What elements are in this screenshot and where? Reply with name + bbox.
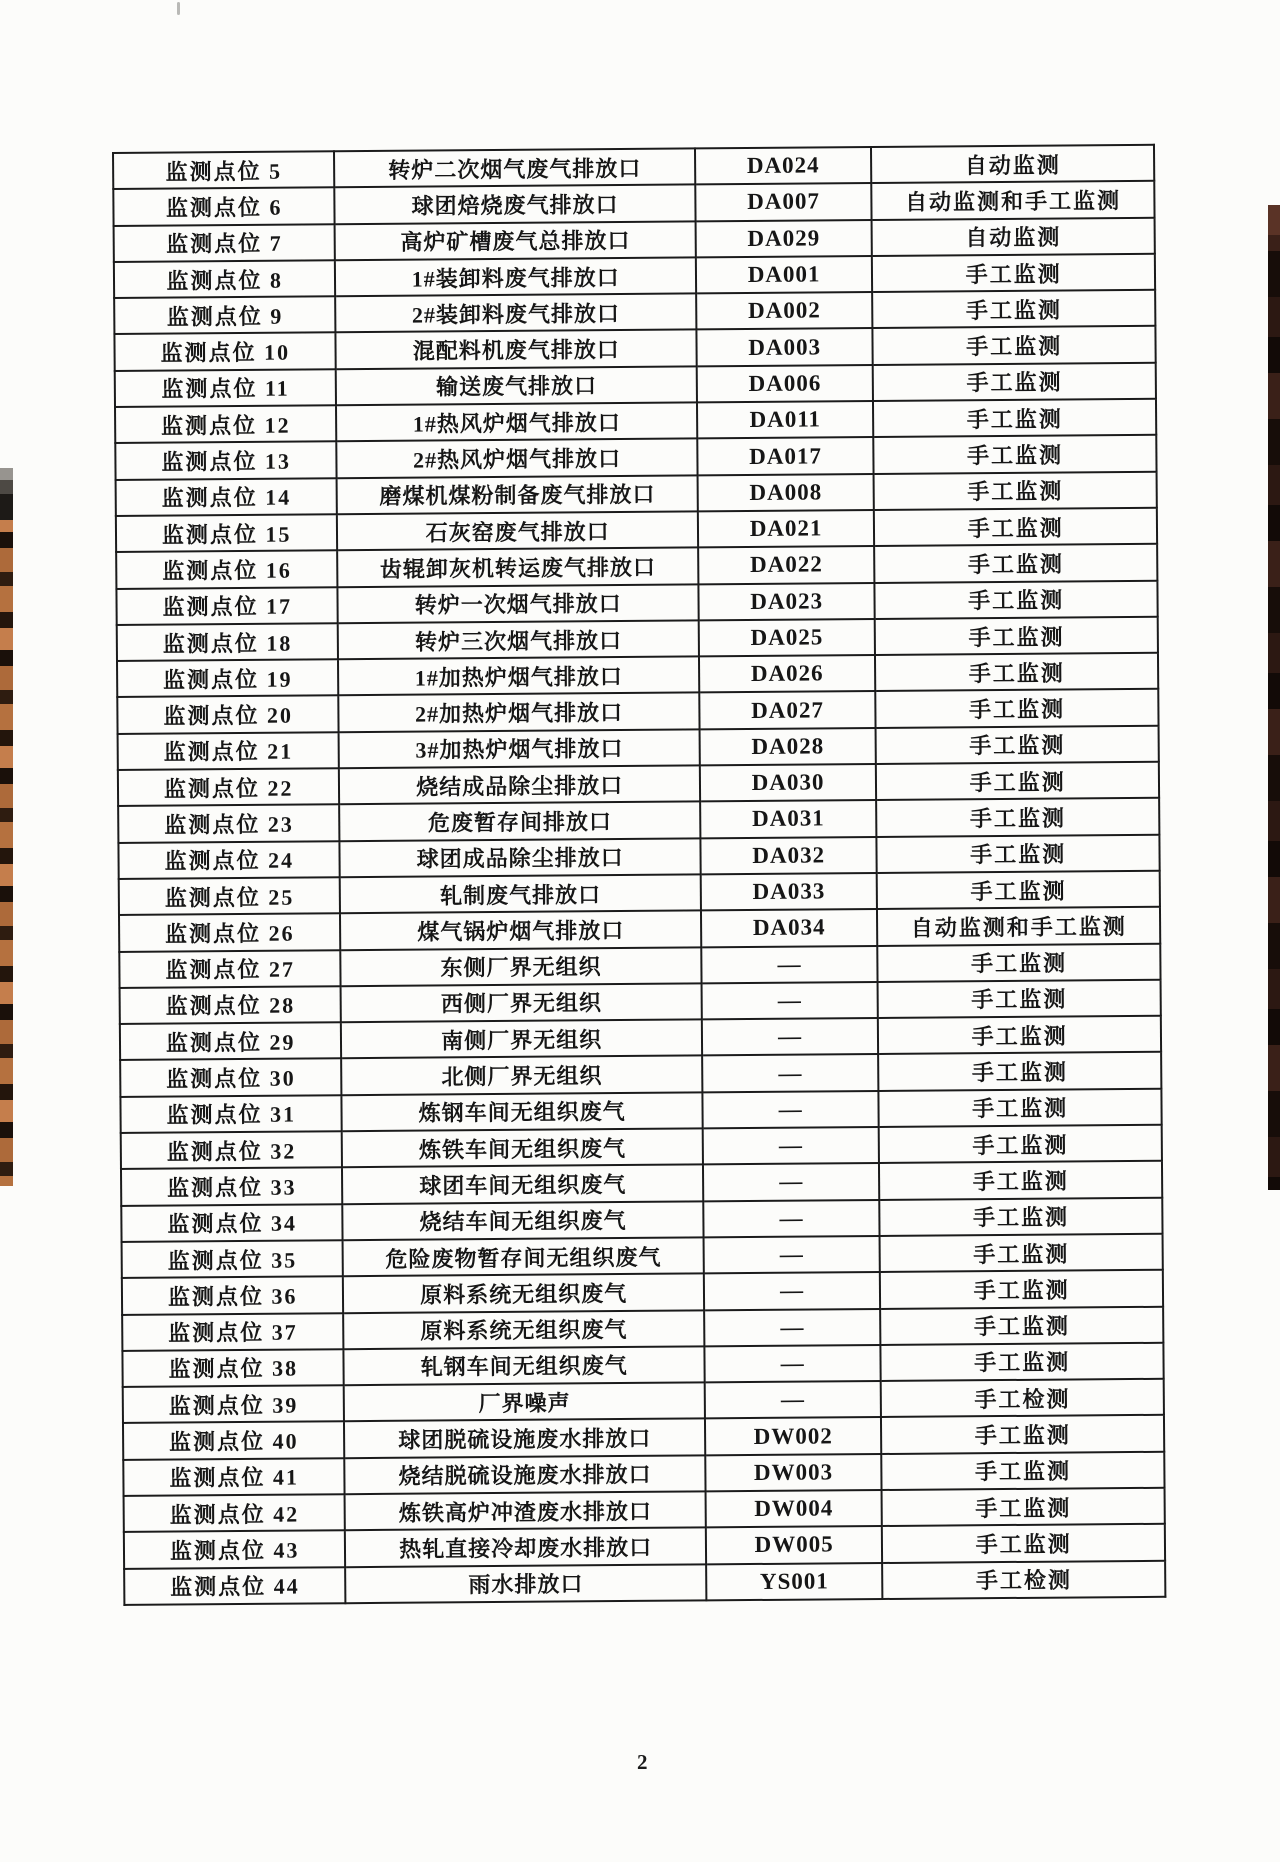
outlet-cell: 南侧厂界无组织	[341, 1020, 702, 1059]
point-cell: 监测点位 41	[123, 1458, 345, 1496]
point-cell: 监测点位 11	[115, 369, 337, 407]
outlet-cell: 炼铁车间无组织废气	[342, 1128, 703, 1167]
point-cell: 监测点位 21	[118, 732, 340, 770]
method-cell: 手工监测	[878, 1016, 1161, 1055]
code-cell: —	[705, 1381, 882, 1419]
method-cell: 手工监测	[873, 363, 1156, 402]
method-cell: 自动监测和手工监测	[877, 907, 1160, 946]
page-number: 2	[637, 1750, 648, 1774]
outlet-cell: 2#装卸料废气排放口	[336, 294, 697, 333]
method-cell: 手工监测	[878, 943, 1161, 982]
point-cell: 监测点位 23	[118, 805, 340, 843]
code-cell: DA034	[701, 909, 878, 947]
outlet-cell: 球团成品除尘排放口	[340, 838, 701, 877]
code-cell: DA028	[700, 728, 877, 766]
code-cell: DA027	[699, 691, 876, 729]
code-cell: —	[704, 1272, 881, 1310]
method-cell: 手工监测	[878, 1052, 1161, 1091]
outlet-cell: 输送废气排放口	[336, 366, 697, 405]
scan-edge-artifact-left	[0, 468, 13, 1186]
point-cell: 监测点位 35	[122, 1240, 344, 1278]
point-cell: 监测点位 22	[118, 768, 340, 806]
method-cell: 手工监测	[879, 1089, 1162, 1128]
point-cell: 监测点位 27	[119, 950, 341, 988]
outlet-cell: 转炉二次烟气废气排放口	[334, 148, 695, 187]
code-cell: DA006	[697, 365, 874, 403]
point-cell: 监测点位 24	[118, 841, 340, 879]
point-cell: 监测点位 7	[114, 224, 336, 262]
point-cell: 监测点位 20	[117, 696, 339, 734]
code-cell: —	[702, 1054, 879, 1092]
outlet-cell: 2#热风炉烟气排放口	[337, 439, 698, 478]
code-cell: —	[701, 946, 878, 984]
outlet-cell: 1#热风炉烟气排放口	[336, 402, 697, 441]
outlet-cell: 热轧直接冷却废水排放口	[345, 1528, 706, 1567]
method-cell: 手工监测	[875, 580, 1158, 619]
code-cell: DA030	[700, 764, 877, 802]
outlet-cell: 炼铁高炉冲渣废水排放口	[345, 1491, 706, 1530]
method-cell: 手工检测	[881, 1379, 1164, 1418]
point-cell: 监测点位 19	[117, 659, 339, 697]
outlet-cell: 烧结成品除尘排放口	[339, 765, 700, 804]
method-cell: 手工监测	[879, 1161, 1162, 1200]
code-cell: —	[701, 982, 878, 1020]
outlet-cell: 磨煤机煤粉制备废气排放口	[337, 475, 698, 514]
point-cell: 监测点位 30	[120, 1059, 342, 1097]
method-cell: 自动监测	[872, 217, 1155, 256]
outlet-cell: 高炉矿槽废气总排放口	[335, 221, 696, 260]
outlet-cell: 球团焙烧废气排放口	[335, 185, 696, 224]
outlet-cell: 烧结车间无组织废气	[343, 1201, 704, 1240]
code-cell: —	[703, 1163, 880, 1201]
point-cell: 监测点位 31	[120, 1095, 342, 1133]
code-cell: DA029	[696, 220, 873, 258]
outlet-cell: 1#装卸料废气排放口	[335, 257, 696, 296]
outlet-cell: 转炉三次烟气排放口	[338, 620, 699, 659]
outlet-cell: 1#加热炉烟气排放口	[338, 657, 699, 696]
outlet-cell: 原料系统无组织废气	[343, 1274, 704, 1313]
code-cell: DA031	[700, 800, 877, 838]
outlet-cell: 2#加热炉烟气排放口	[339, 693, 700, 732]
method-cell: 手工监测	[882, 1488, 1165, 1527]
method-cell: 手工监测	[872, 290, 1155, 329]
code-cell: —	[702, 1091, 879, 1129]
outlet-cell: 轧钢车间无组织废气	[344, 1346, 705, 1385]
code-cell: DA002	[696, 292, 873, 330]
point-cell: 监测点位 25	[119, 877, 341, 915]
method-cell: 手工监测	[873, 399, 1156, 438]
point-cell: 监测点位 34	[121, 1204, 343, 1242]
point-cell: 监测点位 43	[124, 1530, 346, 1568]
outlet-cell: 厂界噪声	[344, 1382, 705, 1421]
code-cell: DA025	[699, 619, 876, 657]
method-cell: 手工监测	[876, 689, 1159, 728]
outlet-cell: 轧制废气排放口	[340, 874, 701, 913]
scan-edge-artifact-right	[1268, 205, 1280, 1190]
method-cell: 手工监测	[876, 762, 1159, 801]
outlet-cell: 原料系统无组织废气	[344, 1310, 705, 1349]
point-cell: 监测点位 44	[124, 1567, 346, 1605]
monitoring-points-table	[112, 144, 1166, 1606]
scan-smudge-mark	[177, 2, 180, 15]
point-cell: 监测点位 38	[122, 1349, 344, 1387]
point-cell: 监测点位 42	[124, 1494, 346, 1532]
method-cell: 手工监测	[879, 1125, 1162, 1164]
point-cell: 监测点位 33	[121, 1168, 343, 1206]
code-cell: DW002	[705, 1417, 882, 1455]
method-cell: 手工监测	[874, 471, 1157, 510]
point-cell: 监测点位 32	[121, 1131, 343, 1169]
point-cell: 监测点位 18	[117, 623, 339, 661]
point-cell: 监测点位 8	[114, 260, 336, 298]
code-cell: DA001	[696, 256, 873, 294]
method-cell: 手工监测	[876, 798, 1159, 837]
outlet-cell: 混配料机废气排放口	[336, 330, 697, 369]
point-cell: 监测点位 39	[123, 1385, 345, 1423]
outlet-cell: 煤气锅炉烟气排放口	[340, 911, 701, 950]
point-cell: 监测点位 17	[116, 587, 338, 625]
point-cell: 监测点位 26	[119, 913, 341, 951]
point-cell: 监测点位 28	[120, 986, 342, 1024]
method-cell: 手工监测	[876, 726, 1159, 765]
outlet-cell: 雨水排放口	[346, 1564, 707, 1603]
point-cell: 监测点位 15	[116, 514, 338, 552]
method-cell: 手工监测	[874, 435, 1157, 474]
code-cell: DW003	[705, 1454, 882, 1492]
code-cell: DA033	[701, 873, 878, 911]
table-row	[124, 1560, 1165, 1604]
code-cell: DA022	[698, 546, 875, 584]
outlet-cell: 球团车间无组织废气	[342, 1165, 703, 1204]
point-cell: 监测点位 10	[114, 333, 336, 371]
code-cell: DA023	[698, 583, 875, 621]
method-cell: 手工监测	[874, 544, 1157, 583]
outlet-cell: 齿辊卸灰机转运废气排放口	[338, 548, 699, 587]
code-cell: DA021	[698, 510, 875, 548]
method-cell: 手工检测	[882, 1560, 1165, 1599]
code-cell: DA008	[698, 474, 875, 512]
point-cell: 监测点位 13	[115, 442, 337, 480]
method-cell: 手工监测	[882, 1524, 1165, 1563]
outlet-cell: 危废暂存间排放口	[340, 802, 701, 841]
outlet-cell: 危险废物暂存间无组织废气	[343, 1237, 704, 1276]
point-cell: 监测点位 5	[113, 151, 335, 189]
point-cell: 监测点位 16	[116, 551, 338, 589]
outlet-cell: 西侧厂界无组织	[341, 983, 702, 1022]
outlet-cell: 3#加热炉烟气排放口	[339, 729, 700, 768]
point-cell: 监测点位 9	[114, 296, 336, 334]
code-cell: —	[704, 1309, 881, 1347]
code-cell: —	[703, 1236, 880, 1274]
code-cell: —	[702, 1018, 879, 1056]
point-cell: 监测点位 12	[115, 405, 337, 443]
method-cell: 手工监测	[873, 326, 1156, 365]
outlet-cell: 东侧厂界无组织	[341, 947, 702, 986]
code-cell: DA032	[700, 837, 877, 875]
outlet-cell: 北侧厂界无组织	[342, 1056, 703, 1095]
code-cell: DA026	[699, 655, 876, 693]
method-cell: 手工监测	[881, 1415, 1164, 1454]
code-cell: DA011	[697, 401, 874, 439]
method-cell: 手工监测	[880, 1197, 1163, 1236]
code-cell: DA024	[695, 147, 872, 185]
outlet-cell: 炼钢车间无组织废气	[342, 1092, 703, 1131]
method-cell: 手工监测	[874, 508, 1157, 547]
method-cell: 手工监测	[881, 1343, 1164, 1382]
code-cell: DA007	[695, 183, 872, 221]
method-cell: 手工监测	[880, 1306, 1163, 1345]
point-cell: 监测点位 6	[113, 188, 335, 226]
code-cell: YS001	[706, 1563, 883, 1601]
method-cell: 手工监测	[877, 834, 1160, 873]
point-cell: 监测点位 40	[123, 1422, 345, 1460]
point-cell: 监测点位 14	[116, 478, 338, 516]
code-cell: —	[704, 1345, 881, 1383]
code-cell: —	[703, 1200, 880, 1238]
point-cell: 监测点位 37	[122, 1313, 344, 1351]
monitoring-table-body	[113, 145, 1165, 1605]
outlet-cell: 转炉一次烟气排放口	[338, 584, 699, 623]
method-cell: 自动监测和手工监测	[872, 181, 1155, 220]
method-cell: 手工监测	[882, 1451, 1165, 1490]
method-cell: 手工监测	[878, 980, 1161, 1019]
method-cell: 自动监测	[871, 145, 1154, 184]
code-cell: DA017	[697, 437, 874, 475]
point-cell: 监测点位 36	[122, 1276, 344, 1314]
method-cell: 手工监测	[877, 871, 1160, 910]
point-cell: 监测点位 29	[120, 1022, 342, 1060]
method-cell: 手工监测	[875, 617, 1158, 656]
method-cell: 手工监测	[880, 1270, 1163, 1309]
method-cell: 手工监测	[880, 1234, 1163, 1273]
outlet-cell: 烧结脱硫设施废水排放口	[345, 1455, 706, 1494]
code-cell: DW004	[705, 1490, 882, 1528]
code-cell: DA003	[696, 329, 873, 367]
code-cell: DW005	[706, 1526, 883, 1564]
outlet-cell: 球团脱硫设施废水排放口	[344, 1419, 705, 1458]
code-cell: —	[703, 1127, 880, 1165]
method-cell: 手工监测	[872, 254, 1155, 293]
outlet-cell: 石灰窑废气排放口	[337, 511, 698, 550]
method-cell: 手工监测	[875, 653, 1158, 692]
